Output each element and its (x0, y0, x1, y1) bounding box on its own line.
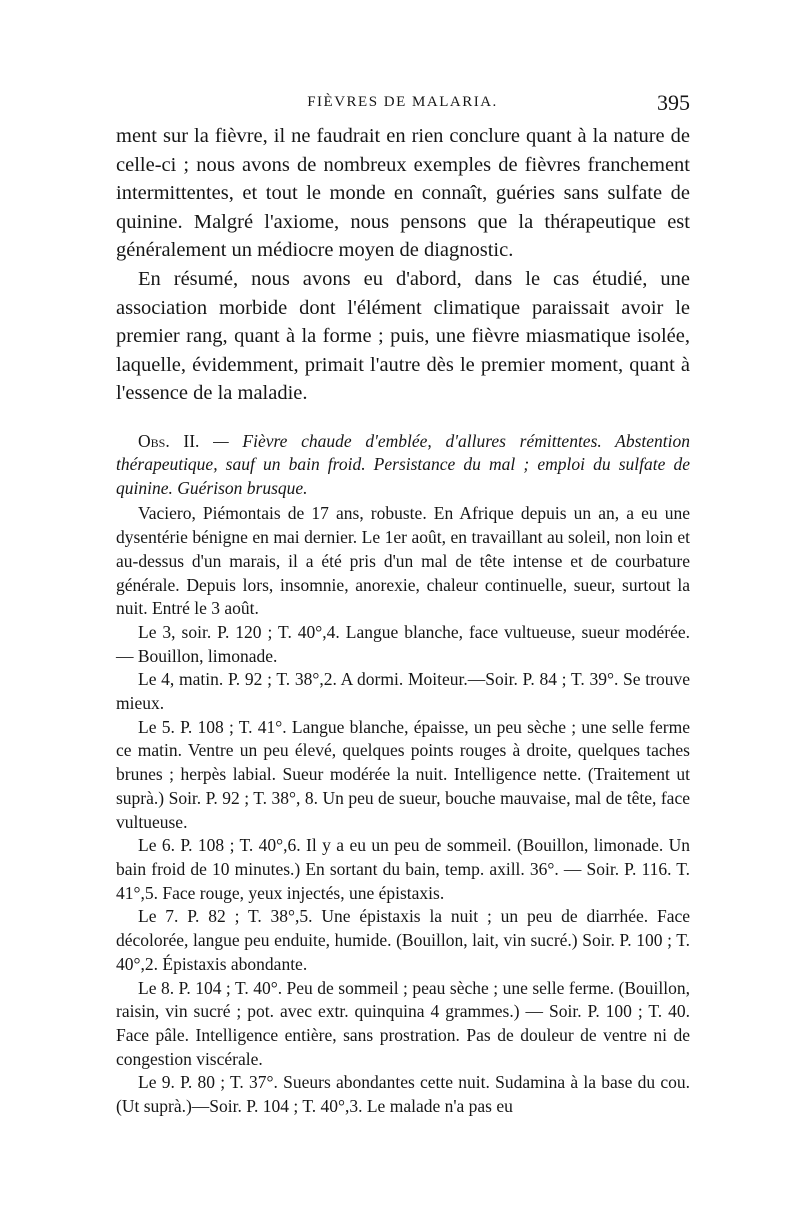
observation-paragraph: Le 4, matin. P. 92 ; T. 38°,2. A dormi. Moiteur.—Soir. P. 84 ; T. 39°. Se trouve mieux. (116, 669, 690, 714)
paragraph-summary: En résumé, nous avons eu d'abord, dans le cas étudié, une association morbide dont l'élément climatique paraissait avoir le premier rang, quant à la forme ; puis, une fièvre miasmatique isolée, laquelle, évidemment, primait l'autre dès le premier moment, quant à l'essence de la maladie. (116, 267, 690, 405)
observation-paragraph: Le 3, soir. P. 120 ; T. 40°,4. Langue blanche, face vultueuse, sueur modérée. — Bouillon, limonade. (116, 621, 690, 666)
observation-paragraph: Le 6. P. 108 ; T. 40°,6. Il y a eu un peu de sommeil. (Bouillon, limonade. Un bain froid de 10 minutes.) En sortant du bain, temp. axill. 36°. — Soir. P. 116. T. 41°,5. Face rouge, yeux injectés, une épistaxis. (116, 835, 690, 903)
observation-title: — Fièvre chaude d'emblée, d'allures rémittentes. Abstention thérapeutique, sauf un bain froid. Persistance du mal ; emploi du sulfate de quinine. Guérison brusque. (116, 430, 691, 498)
page-number: 395 (657, 90, 690, 115)
observation-paragraph: Le 8. P. 104 ; T. 40°. Peu de sommeil ; peau sèche ; une selle ferme. (Bouillon, raisin, vin sucré ; pot. avec extr. quinquina 4 grammes.) — Soir. P. 100 ; T. 40. Face pâle. Intelligence entière, sans prostration. Pas de douleur de ventre ni de congestion viscérale. (116, 977, 690, 1069)
observation-heading (116, 430, 690, 501)
observation-label: Obs. II. (138, 430, 200, 451)
observation-paragraph: Le 5. P. 108 ; T. 41°. Langue blanche, épaisse, un peu sèche ; une selle ferme ce matin. Ventre un peu élevé, quelques points rouges à droite, quelques taches brunes ; herpès labial. Sueur modérée la nuit. Intelligence nette. (Traitement ut suprà.) Soir. P. 92 ; T. 38°, 8. Un peu de sueur, bouche mauvaise, mal de tête, face vultueuse. (116, 716, 690, 832)
running-head (115, 90, 690, 120)
main-text (116, 122, 690, 408)
running-title: FIÈVRES DE MALARIA. (307, 94, 498, 110)
observation-paragraph: Le 9. P. 80 ; T. 37°. Sueurs abondantes cette nuit. Sudamina à la base du cou. (Ut suprà.)—Soir. P. 104 ; T. 40°,3. Le malade n'a pas eu (116, 1072, 690, 1117)
body-text (116, 122, 690, 1119)
paragraph-continuation: ment sur la fièvre, il ne faudrait en rien conclure quant à la nature de celle-ci ; nous avons de nombreux exemples de fièvres franchement intermittentes, et tout le monde en connaît, guéries sans sulfate de quinine. Malgré l'axiome, nous pensons que la thérapeutique est généralement un médiocre moyen de diagnostic. (116, 125, 690, 262)
observation (116, 430, 690, 1119)
observation-paragraph: Le 7. P. 82 ; T. 38°,5. Une épistaxis la nuit ; un peu de diarrhée. Face décolorée, langue peu enduite, humide. (Bouillon, lait, vin sucré.) Soir. P. 100 ; T. 40°,2. Épistaxis abondante. (116, 906, 690, 974)
observation-paragraph: Vaciero, Piémontais de 17 ans, robuste. En Afrique depuis un an, a eu une dysentérie bénigne en mai dernier. Le 1er août, en travaillant au soleil, non loin et au-dessus d'un marais, il a été pris d'un mal de tête intense et de courbature générale. Depuis lors, insomnie, anorexie, chaleur continuelle, sueur, surtout la nuit. Entré le 3 août. (116, 503, 690, 619)
